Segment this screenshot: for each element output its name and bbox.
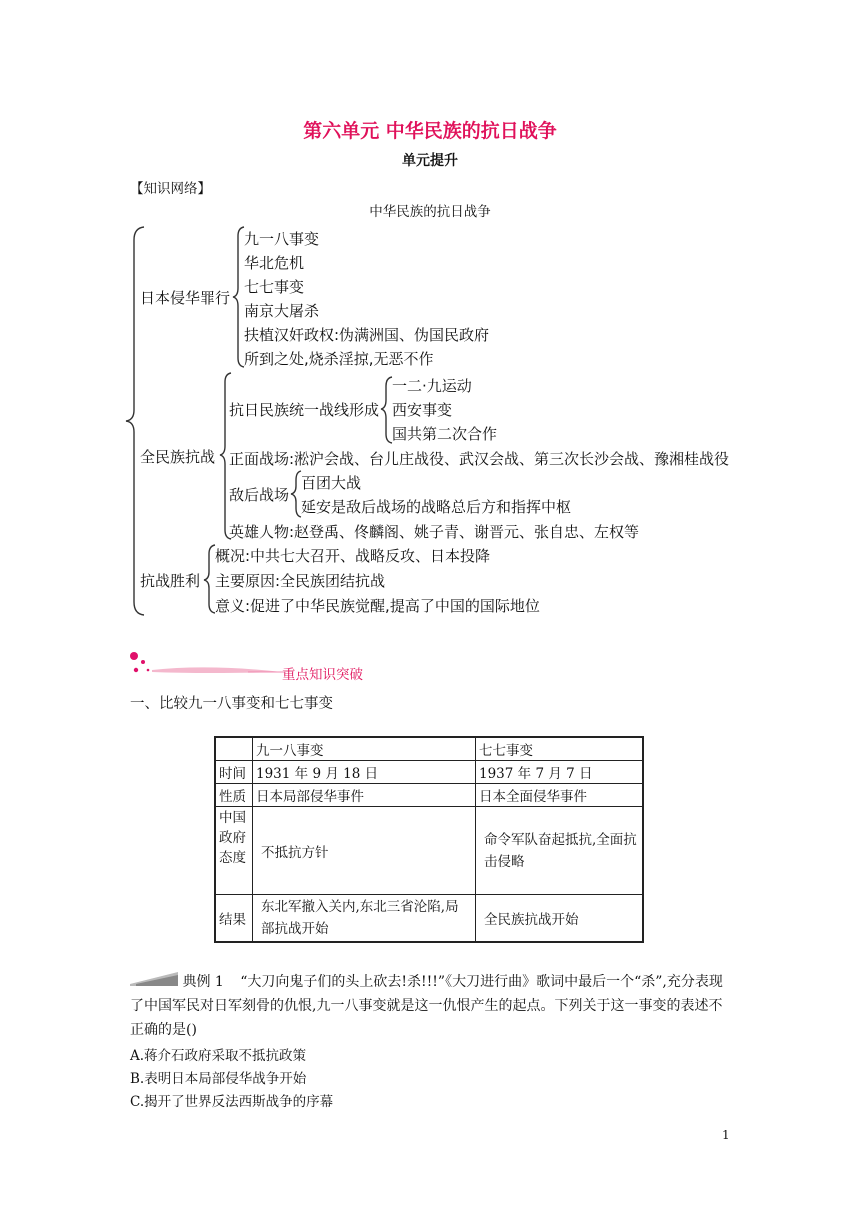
- united-front-label: 抗日民族统一战线形成: [229, 401, 380, 419]
- table-cell: 性质: [215, 784, 253, 807]
- banner-label: 重点知识突破: [282, 667, 363, 683]
- table-header-cell: 七七事变: [476, 737, 644, 761]
- unit-subtitle: 单元提升: [402, 153, 458, 169]
- table-row: [215, 895, 643, 943]
- example-label: 典例 1: [182, 974, 224, 990]
- rear-battlefield-item: 延安是敌后战场的战略总后方和指挥中枢: [301, 498, 572, 516]
- united-front-item: 西安事变: [392, 401, 453, 419]
- victory-item: 意义:促进了中华民族觉醒,提高了中国的国际地位: [215, 597, 540, 615]
- crimes-item: 扶植汉奸政权:伪满洲国、伪国民政府: [244, 326, 490, 344]
- heroes: 英雄人物:赵登禹、佟麟阁、姚子青、谢晋元、张自忠、左权等: [229, 523, 640, 541]
- resistance-label: 全民族抗战: [140, 448, 216, 466]
- option-c: C.揭开了世界反法西斯战争的序幕: [130, 1094, 334, 1110]
- crimes-item: 七七事变: [244, 278, 305, 296]
- example-question: [130, 970, 730, 1042]
- table-cell: 1931 年 9 月 18 日: [253, 761, 476, 784]
- crimes-item: 华北危机: [244, 254, 305, 272]
- table-cell: 东北军撤入关内,东北三省沦陷,局部抗战开始: [253, 895, 476, 943]
- crimes-item: 所到之处,烧杀淫掠,无恶不作: [244, 350, 434, 368]
- table-cell: 日本局部侵华事件: [253, 784, 476, 807]
- table-row: [215, 784, 643, 807]
- table-cell: 全民族抗战开始: [476, 895, 644, 943]
- option-b: B.表明日本局部侵华战争开始: [130, 1071, 307, 1087]
- crimes-item: 九一八事变: [244, 230, 320, 248]
- united-front-item: 一二·九运动: [392, 377, 472, 395]
- section-heading: 一、比较九一八事变和七七事变: [130, 696, 333, 712]
- table-header-cell: 九一八事变: [253, 737, 476, 761]
- crimes-item: 南京大屠杀: [244, 302, 320, 320]
- table-header-row: [215, 737, 643, 761]
- crimes-label: 日本侵华罪行: [140, 289, 231, 307]
- rear-battlefield-item: 百团大战: [301, 474, 362, 492]
- victory-label: 抗战胜利: [140, 572, 201, 590]
- table-cell: 时间: [215, 761, 253, 784]
- page-number: 1: [722, 1128, 730, 1142]
- option-a: A.蒋介石政府采取不抵抗政策: [130, 1048, 307, 1064]
- table-row: [215, 761, 643, 784]
- front-battlefield: 正面战场:淞沪会战、台儿庄战役、武汉会战、第三次长沙会战、豫湘桂战役: [229, 450, 730, 468]
- knowledge-network-label: 【知识网络】: [130, 181, 211, 197]
- comparison-table: [214, 736, 644, 943]
- unit-title: 第六单元 中华民族的抗日战争: [303, 120, 557, 142]
- table-row: [215, 807, 643, 895]
- table-cell: 中国政府态度: [215, 807, 253, 895]
- rear-battlefield-label: 敌后战场: [229, 486, 290, 504]
- united-front-item: 国共第二次合作: [392, 425, 498, 443]
- table-cell: 命令军队奋起抵抗,全面抗击侵略: [476, 807, 644, 895]
- banner-decoration: [128, 648, 288, 680]
- example-text: “大刀向鬼子们的头上砍去!杀!!!”《大刀进行曲》歌词中最后一个“杀”,充分表现了中国军民对日军刻骨的仇恨,九一八事变就是这一仇恨产生的起点。下列关于这一事变的表述不正确的是(): [130, 974, 723, 1038]
- victory-item: 主要原因:全民族团结抗战: [215, 572, 386, 590]
- table-cell: 不抵抗方针: [253, 807, 476, 895]
- example-marker-icon: [130, 972, 178, 988]
- table-cell: 日本全面侵华事件: [476, 784, 644, 807]
- table-cell: 1937 年 7 月 7 日: [476, 761, 644, 784]
- victory-item: 概况:中共七大召开、战略反攻、日本投降: [215, 547, 491, 565]
- network-title: 中华民族的抗日战争: [369, 204, 491, 220]
- table-header-cell: [215, 737, 253, 761]
- table-cell: 结果: [215, 895, 253, 943]
